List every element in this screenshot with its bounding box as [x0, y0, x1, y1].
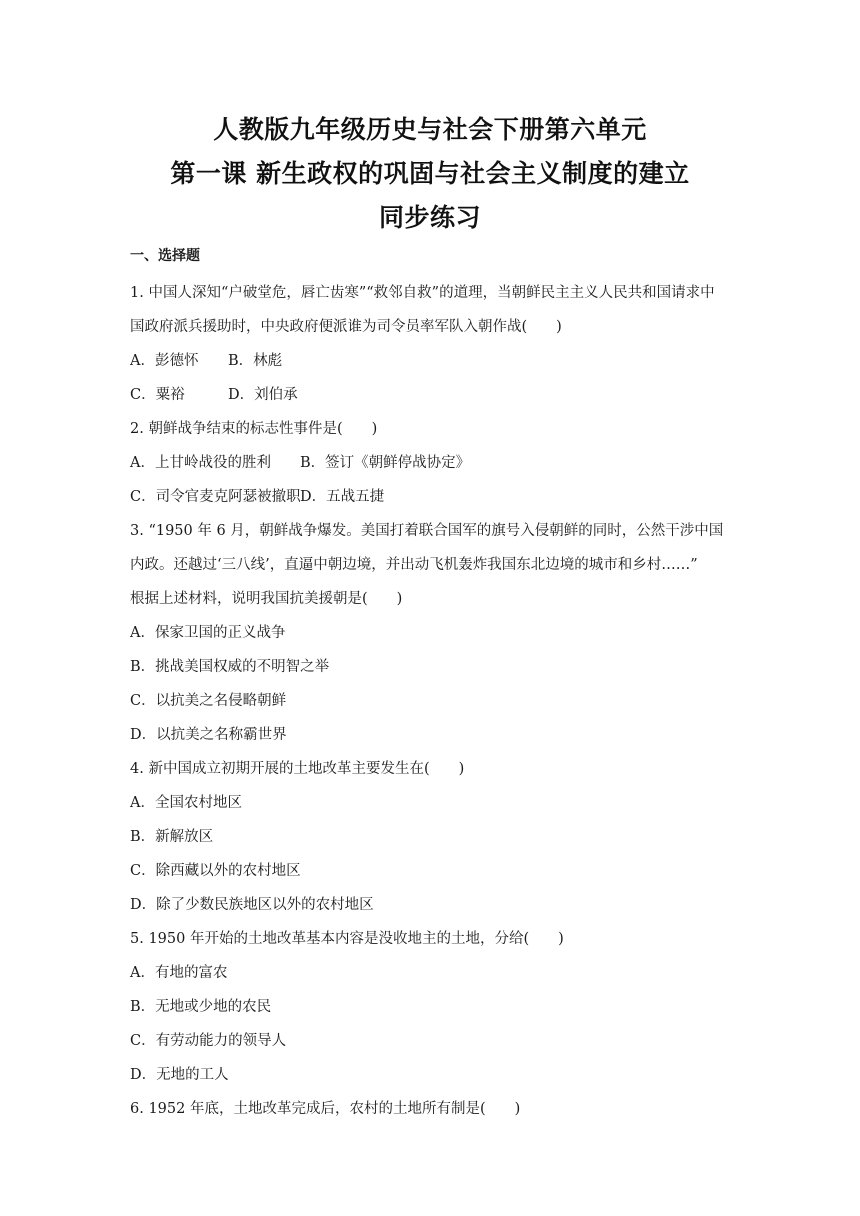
title-line-2: 第一课 新生政权的巩固与社会主义制度的建立	[170, 159, 690, 188]
title-line-1: 人教版九年级历史与社会下册第六单元	[213, 115, 647, 144]
option-d: D．以抗美之名称霸世界	[130, 727, 287, 743]
question-4	[130, 752, 740, 922]
option-row	[130, 344, 740, 378]
option-row	[130, 378, 740, 412]
option-d: D．五战五捷	[300, 489, 385, 505]
question-1	[130, 276, 740, 412]
option-b: B．无地或少地的农民	[130, 999, 272, 1015]
title-line-3: 同步练习	[378, 203, 481, 232]
option-c: C．有劳动能力的领导人	[130, 1033, 287, 1049]
option-a: A．保家卫国的正义战争	[130, 625, 286, 641]
option-d: D．无地的工人	[130, 1067, 229, 1083]
option-b: B．林彪	[228, 353, 283, 369]
exercise-content	[130, 246, 740, 1126]
question-6	[130, 1092, 740, 1126]
option-c: C．司令官麦克阿瑟被撤职	[130, 489, 301, 505]
option-c: C．以抗美之名侵略朝鲜	[130, 693, 287, 709]
question-stem: 5. 1950 年开始的土地改革基本内容是没收地主的土地，分给( )	[130, 931, 564, 947]
option-a: A．上甘岭战役的胜利	[130, 455, 271, 471]
option-a: A．彭德怀	[130, 353, 199, 369]
question-stem: 内政。还越过‘三八线’，直逼中朝边境，并出动飞机轰炸我国东北边境的城市和乡村……”	[130, 557, 698, 573]
option-row	[130, 480, 740, 514]
question-stem: 国政府派兵援助时，中央政府便派谁为司令员率军队入朝作战( )	[130, 319, 562, 335]
option-a: A．有地的富农	[130, 965, 228, 981]
option-row	[130, 446, 740, 480]
question-3	[130, 514, 740, 752]
option-a: A．全国农村地区	[130, 795, 242, 811]
question-stem: 1. 中国人深知“户破堂危，唇亡齿寒”“救邻自救”的道理，当朝鲜民主主义人民共和国请求中	[130, 285, 715, 301]
question-stem: 6. 1952 年底，土地改革完成后，农村的土地所有制是( )	[130, 1101, 521, 1117]
question-stem: 2. 朝鲜战争结束的标志性事件是( )	[130, 421, 378, 437]
question-stem: 根据上述材料，说明我国抗美援朝是( )	[130, 591, 403, 607]
question-stem: 4. 新中国成立初期开展的土地改革主要发生在( )	[130, 761, 465, 777]
document-title	[0, 108, 860, 240]
option-c: C．除西藏以外的农村地区	[130, 863, 301, 879]
section-heading: 一、选择题	[130, 248, 200, 264]
question-5	[130, 922, 740, 1092]
option-b: B．挑战美国权威的不明智之举	[130, 659, 330, 675]
option-b: B．新解放区	[130, 829, 214, 845]
option-d: D．刘伯承	[228, 387, 298, 403]
question-2	[130, 412, 740, 514]
option-c: C．粟裕	[130, 387, 185, 403]
question-stem: 3. “1950 年 6 月，朝鲜战争爆发。美国打着联合国军的旗号入侵朝鲜的同时，公然干涉中国	[130, 523, 724, 539]
option-d: D．除了少数民族地区以外的农村地区	[130, 897, 374, 913]
option-b: B．签订《朝鲜停战协定》	[300, 455, 471, 471]
